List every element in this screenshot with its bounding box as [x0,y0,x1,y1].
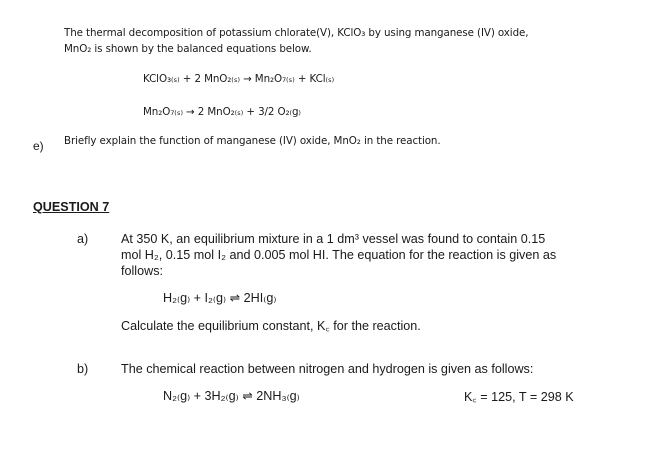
part-b-equation: N₂₍g₎ + 3H₂₍g₎ ⇌ 2NH₃₍g₎ [163,389,300,403]
intro-line-2: MnO₂ is shown by the balanced equations below. [64,43,312,55]
part-b-line-1: The chemical reaction between nitrogen and hydrogen is given as follows: [121,362,534,376]
question-7-heading: QUESTION 7 [33,200,110,214]
part-a-line-1: At 350 K, an equilibrium mixture in a 1 dm³ vessel was found to contain 0.15 [121,232,546,246]
part-b-conditions: K꜀ = 125, T = 298 K [464,390,574,404]
part-e-label: e) [33,139,44,153]
equation-2: Mn₂O₇₍ₛ₎ → 2 MnO₂₍ₛ₎ + 3/2 O₂₍g₎ [143,106,301,118]
part-b-label: b) [77,362,89,376]
equation-1: KClO₃₍ₛ₎ + 2 MnO₂₍ₛ₎ → Mn₂O₇₍ₛ₎ + KCl₍ₛ₎ [143,73,335,85]
part-a-line-2: mol H₂, 0.15 mol I₂ and 0.005 mol HI. The equation for the reaction is given as [121,248,557,262]
part-e-question: Briefly explain the function of manganese (IV) oxide, MnO₂ in the reaction. [64,135,441,147]
part-a-equation: H₂₍g₎ + I₂₍g₎ ⇌ 2HI₍g₎ [163,291,277,305]
part-a-label: a) [77,232,89,246]
part-a-question: Calculate the equilibrium constant, K꜀ for the reaction. [121,319,421,333]
part-a-line-3: follows: [121,264,163,278]
intro-line-1: The thermal decomposition of potassium chlorate(V), KClO₃ by using manganese (IV) oxide, [64,27,529,39]
